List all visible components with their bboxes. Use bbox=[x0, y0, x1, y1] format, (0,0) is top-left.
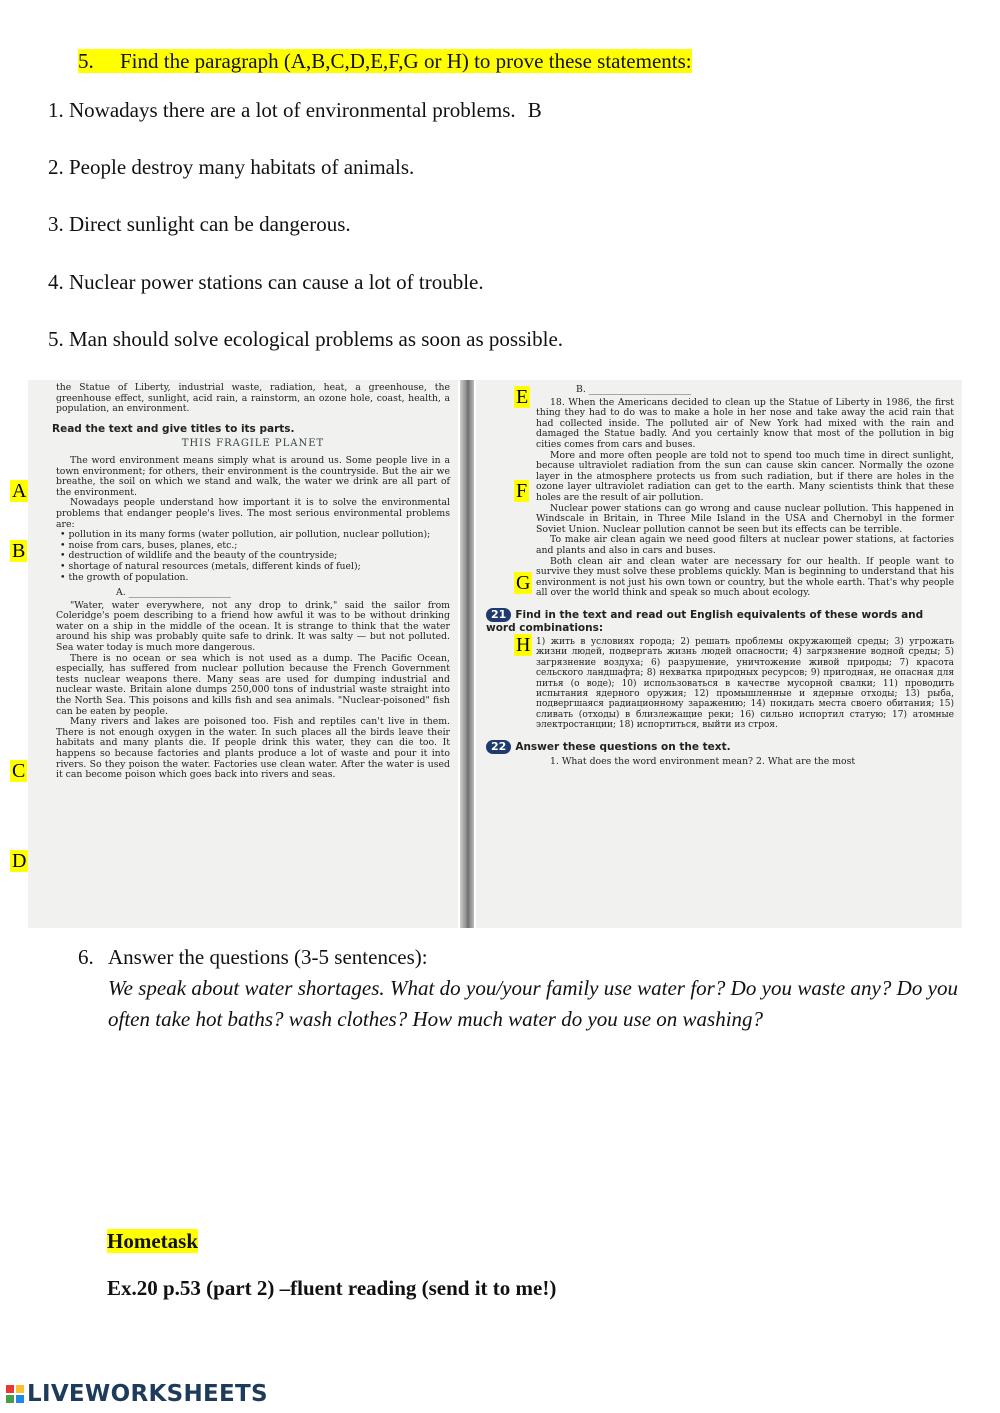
statement-1: 1. Nowadays there are a lot of environmental problems. B bbox=[48, 98, 542, 122]
statement-5: 5. Man should solve ecological problems as soon as possible. bbox=[48, 327, 564, 351]
statement-2: 2. People destroy many habitats of animals. bbox=[48, 155, 415, 179]
reading-instruction: Read the text and give titles to its parts. bbox=[52, 422, 295, 435]
task6-number: 6. bbox=[78, 945, 94, 969]
problem-bullet: • noise from cars, buses, planes, etc.; bbox=[60, 539, 238, 551]
problem-bullet: • pollution in its many forms (water pollution, air pollution, nuclear pollution); bbox=[60, 529, 431, 541]
problem-bullet: • shortage of natural resources (metals, different kinds of fuel); bbox=[60, 560, 361, 572]
logo-wordmark: LIVEWORKSHEETS bbox=[27, 1381, 268, 1407]
task6-heading bbox=[78, 942, 958, 973]
exercise-21-list: 1) жить в условиях города; 2) решать проблемы окружающей среды; 3) угрожать жизни людей, подвергать жизнь людей опасности; 4) загрязнение водной среды; 5) загрязнение воздуха; 6) разрушение, уничтожение живой природы; 7) красота сельского ландшафта; 8) нехватка природных ресурсов; 9) пригодная, не опасная для питья (о воде); 10) использоваться в качестве мусорной свалки; 11) проводить испытания ядерного оружия; 12) промышленные и ядерные отходы; 13) рыба, подвергшаяся радиационному заражению; 14) покидать места своего обитания; 15) сливать (отходы) в близлежащие реки; 16) сильно испортил статую; 17) атомные электростанции; 18) испортиться, выйти из строя. bbox=[536, 636, 954, 731]
paragraph-water: "Water, water everywhere, not any drop to drink," said the sailor from Coleridge's poem describing to a friend how awful it was to be without drinking water on a ship in the middle of the ocean. It is strange to think that the water around his ship was probably quite safe to drink. It was salty — but not polluted. Sea water today is much more dangerous. bbox=[56, 599, 450, 654]
paragraph-b: Nowadays people understand how important it is to solve the environmental problems that endanger people's lives. The most serious environmental problems are: bbox=[56, 497, 450, 530]
paragraph-e: 18. When the Americans decided to clean up the Statue of Liberty in 1986, the first thing they had to do was to make a hole in her nose and take away the acid rain that had collected inside. The polluted air of New York had mixed with the rain and damaged the Statue badly. And you certainly know that most of the pollution in big cities comes from cars and buses. bbox=[536, 396, 954, 450]
paragraph-g-filters: To make air clean again we need good filters at nuclear power stations, at factories and plants and also in cars and buses. bbox=[536, 534, 954, 556]
paragraph-a: The word environment means simply what is around us. Some people live in a town environment; for others, their environment is the countryside. But the air we breathe, the soil on which we stand and walk, the water we drink are all part of the environment. bbox=[56, 454, 450, 498]
textbook-right-page bbox=[476, 380, 962, 928]
logo-square bbox=[6, 1385, 14, 1393]
task5-instruction: Find the paragraph (A,B,C,D,E,F,G or H) to prove these statements: bbox=[120, 49, 692, 73]
vocab-list: the Statue of Liberty, industrial waste, radiation, heat, a greenhouse, the greenhouse effect, sunlight, acid rain, a rainstorm, an ozone hole, coast, health, a population, an environment. bbox=[56, 382, 450, 415]
paragraph-h: Both clean air and clean water are necessary for our health. If people want to survive they must solve these problems quickly. Man is beginning to understand that his environment is not just his own town or country, but the whole earth. That's why people all over the world think and speak so much about ecology. bbox=[536, 555, 954, 599]
logo-square bbox=[6, 1395, 14, 1403]
liveworksheets-logo bbox=[6, 1381, 268, 1407]
task6-questions: We speak about water shortages. What do you/your family use water for? Do you waste any? Do you often take hot baths? wash clothes? How much water do you use on washing? bbox=[108, 976, 958, 1031]
problem-bullet: • the growth of population. bbox=[60, 571, 189, 583]
textbook-scan bbox=[12, 380, 962, 928]
marker-h: H bbox=[516, 634, 531, 656]
exercise-22-heading: 22 Answer these questions on the text. bbox=[486, 740, 954, 754]
task5-number: 5. bbox=[78, 49, 94, 73]
exercise-22-badge: 22 bbox=[486, 740, 511, 754]
paragraph-c: There is no ocean or sea which is not used as a dump. The Pacific Ocean, especially, has suffered from nuclear pollution because the French Government tests nuclear weapons there. Many seas are used for dumping industrial and nuclear waste. Britain alone dumps 250,000 tons of industrial waste straight into the North Sea. This poisons and kills fish and sea animals. "Nuclear-poisoned" fish can be eaten by people. bbox=[56, 652, 450, 717]
marker-f: F bbox=[516, 480, 528, 502]
logo-square bbox=[16, 1395, 24, 1403]
exercise-22-questions: 1. What does the word environment mean? 2. What are the most bbox=[550, 755, 856, 767]
subtitle-a: A. ______________________ bbox=[116, 587, 231, 599]
subtitle-b: B. ______________________ bbox=[576, 384, 692, 395]
paragraph-d: Many rivers and lakes are poisoned too. Fish and reptiles can't live in them. There is not enough oxygen in the water. In such places all the birds leave their habitats and many plants die. If people drink this water, they can die too. It happens so because factories and plants produce a lot of waste and pour it into rivers. So they poison the water. Factories use clean water. After the water is used it can become poison which goes back into rivers and seas. bbox=[56, 716, 450, 781]
statement-3: 3. Direct sunlight can be dangerous. bbox=[48, 212, 351, 236]
marker-c: C bbox=[12, 760, 26, 782]
hometask-text: Ex.20 p.53 (part 2) –fluent reading (send it to me!) bbox=[107, 1276, 557, 1300]
book-spine bbox=[460, 380, 474, 928]
logo-square bbox=[16, 1385, 24, 1393]
task6-instruction: Answer the questions (3-5 sentences): bbox=[108, 945, 428, 969]
marker-e: E bbox=[516, 386, 529, 408]
task5-heading bbox=[78, 46, 692, 76]
task6 bbox=[78, 942, 958, 1035]
answer-field-1[interactable]: B bbox=[527, 98, 542, 122]
text-title: THIS FRAGILE PLANET bbox=[181, 438, 325, 450]
paragraph-f: More and more often people are told not to spend too much time in direct sunlight, because ultraviolet radiation from the sun can cause skin cancer. Normally the ozone layer in the atmosphere protects us from such radiation, but if there are holes in the ozone layer ultraviolet radiation can get to the earth. Many scientists think that these holes are the result of air pollution. bbox=[536, 449, 954, 503]
marker-g: G bbox=[516, 572, 531, 594]
marker-b: B bbox=[12, 540, 26, 562]
logo-squares-icon bbox=[6, 1385, 24, 1403]
exercise-21-heading: 21 Find in the text and read out English equivalents of these words and word combinations: bbox=[486, 607, 924, 634]
problem-bullet: • destruction of wildlife and the beauty of the countryside; bbox=[60, 550, 338, 562]
marker-d: D bbox=[12, 850, 27, 872]
hometask-title: Hometask bbox=[107, 1229, 198, 1253]
textbook-left-page bbox=[28, 380, 458, 928]
marker-a: A bbox=[12, 480, 27, 502]
paragraph-g: Nuclear power stations can go wrong and cause nuclear pollution. This happened in Windscale in Britain, in Three Mile Island in the USA and Chernobyl in the former Soviet Union. Nuclear pollution cannot be seen but its effects can be terrible. bbox=[536, 502, 954, 535]
exercise-21-badge: 21 bbox=[486, 608, 511, 622]
statement-4: 4. Nuclear power stations can cause a lot of trouble. bbox=[48, 270, 484, 294]
